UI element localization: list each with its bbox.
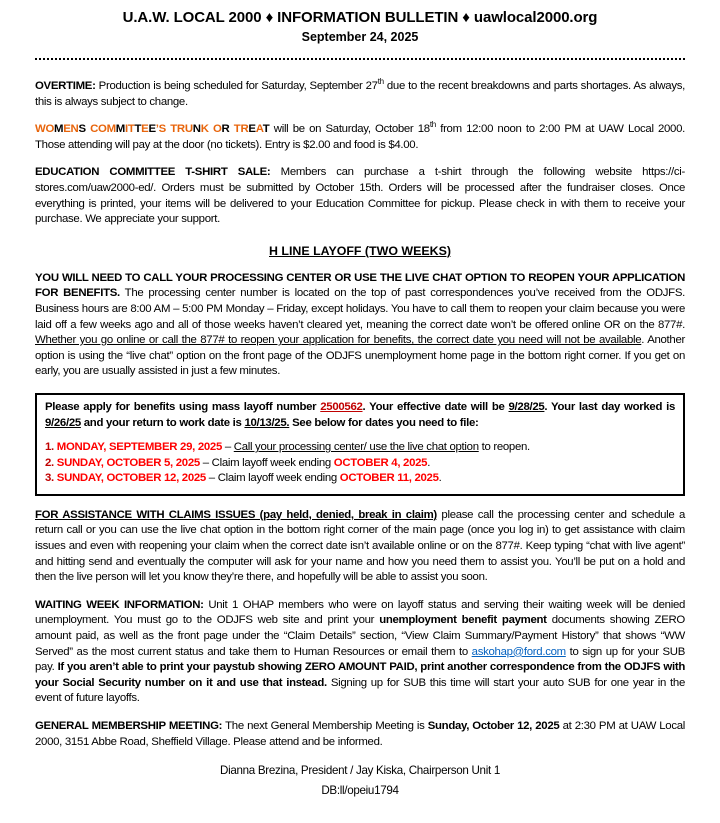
section-heading-text: H LINE LAYOFF (TWO WEEKS) <box>269 243 451 258</box>
paragraph-claims-assistance <box>35 508 685 586</box>
text-run: from 12:00 noon to 2:00 PM at UAW Local 2000. Those attending will pay at the door (no tickets). Entry is $2.00 and food is $4.00. <box>35 123 685 151</box>
text-run: OVERTIME: <box>35 80 96 92</box>
text-run: SUNDAY, OCTOBER 12, 2025 <box>56 472 206 485</box>
text-run: OCTOBER 4, 2025 <box>333 456 428 469</box>
paragraph-womens-trunk-or-treat <box>35 122 685 153</box>
paragraph-overtime <box>35 79 685 110</box>
text-run: E <box>141 123 149 136</box>
superscript-text: th <box>377 77 384 87</box>
text-run: M <box>115 123 125 136</box>
text-run: If you aren’t able to print your paystub showing ZERO AMOUNT PAID, print another correspondence from the ODJFS with your Social Security number on it and use that instead. <box>35 661 685 689</box>
text-run: E <box>148 123 156 136</box>
text-run: WO <box>35 123 55 136</box>
text-run: – <box>222 441 234 454</box>
text-run: See below for dates you need to file: <box>289 416 479 429</box>
text-run: T <box>262 123 270 136</box>
header-divider <box>35 58 685 60</box>
text-run: . <box>427 456 431 469</box>
text-run: The processing center number is located on the top of past correspondences you’ve received from the ODJFS. Business hours are 8:00 AM – 5:00 PM Monday – Friday, except holidays. You have to call them to reopen your claim because you were laid off a few weeks ago and all of those weeks haven’t cleared yet, meaning the correct date won’t be offered online OR on the 877#. <box>35 287 685 331</box>
text-run: will be on Saturday, October 18 <box>269 123 430 136</box>
text-run: . <box>438 472 442 485</box>
text-run: 9/26/25 <box>45 416 81 429</box>
text-run: Production is being scheduled for Saturday, September 27 <box>95 80 378 92</box>
text-run: . Your last day worked is <box>544 400 675 413</box>
text-run: Please apply for benefits using mass layoff number <box>45 400 321 413</box>
paragraph-general-membership-meeting <box>35 719 685 750</box>
text-run: 2. <box>45 456 57 469</box>
text-run: to reopen. <box>478 441 530 454</box>
paragraph-reopen-application <box>35 271 685 380</box>
layoff-notice-intro <box>45 400 675 431</box>
text-run: T <box>134 123 142 136</box>
text-run: 3. <box>45 472 57 485</box>
text-run: SUNDAY, OCTOBER 5, 2025 <box>56 456 200 469</box>
text-run: documents showing ZERO amount paid, as well as the front page under the “Claim Details” section, “View Claim Summary/Payment History” that shows “WW Served” as the most current status and take them to Human Resources or email them to <box>35 614 685 658</box>
layoff-schedule-item-1 <box>45 440 675 456</box>
text-run: to sign up for your SUB pay. <box>35 645 685 674</box>
text-run: N <box>192 123 201 136</box>
text-run: unemployment benefit payment <box>379 614 547 627</box>
text-run: MONDAY, SEPTEMBER 29, 2025 <box>56 441 222 454</box>
text-run: K O <box>200 123 222 136</box>
text-run: . Your effective date will be <box>362 400 509 413</box>
text-run: 1. <box>45 441 57 454</box>
text-run: The next General Membership Meeting is <box>222 720 428 732</box>
paragraph-waiting-week <box>35 598 685 707</box>
bulletin-title: U.A.W. LOCAL 2000 ♦ INFORMATION BULLETIN ♦ uawlocal2000.org <box>122 9 598 26</box>
bulletin-date: September 24, 2025 <box>301 30 419 44</box>
email-link[interactable]: askohap@ford.com <box>471 645 566 658</box>
text-run: Call your processing center/ use the live chat option <box>233 441 479 454</box>
text-run: EDUCATION COMMITTEE T-SHIRT SALE: <box>35 166 271 179</box>
text-run: COM <box>85 123 116 136</box>
text-run: S <box>78 123 86 136</box>
layoff-schedule-item-3 <box>45 471 675 487</box>
text-run: due to the recent breakdowns and parts shortages. As always, this is always subject to change. <box>35 80 685 108</box>
text-run: TR <box>229 123 249 136</box>
text-run: Unit 1 OHAP members who were on layoff status and serving their waiting week will be denied unemployment. You must go to the ODJFS web site and print your <box>35 598 686 627</box>
text-run: – Claim layoff week ending <box>205 472 340 485</box>
superscript-text: th <box>429 120 436 130</box>
text-run: Sunday, October 12, 2025 <box>427 720 560 732</box>
text-run: Whether you go online or call the 877# to reopen your application for benefits, the correct date you need will not be available <box>35 334 642 347</box>
text-run: M <box>54 123 64 136</box>
text-run: R <box>221 123 230 136</box>
text-run: Members can purchase a t-shirt through the following website https://ci-stores.com/uaw2000-ed/. Orders must be submitted by October 15th. Orders will be processed after the fundraiser closes. Once everything is printed, your items will be delivered to your Education Committee for pickup. Please check in with them to receive your purchase. We appreciate your support. <box>35 166 686 226</box>
text-run: IT <box>124 123 135 136</box>
text-run: Signing up for SUB this time will start your auto SUB for one year in the event of future layoffs. <box>35 676 685 705</box>
text-run: EN <box>63 123 79 136</box>
text-run: YOU WILL NEED TO CALL YOUR PROCESSING CENTER OR USE THE LIVE CHAT OPTION TO REOPEN YOUR APPLICATION FOR BENEFITS. <box>35 271 685 300</box>
text-run: WAITING WEEK INFORMATION: <box>35 598 204 611</box>
footer-signature: Dianna Brezina, President / Jay Kiska, Chairperson Unit 1 <box>220 764 500 778</box>
text-run: OCTOBER 11, 2025 <box>339 472 439 485</box>
text-run: 2500562 <box>320 400 363 413</box>
text-run: A <box>255 123 263 136</box>
paragraph-education-tshirt-sale <box>35 165 685 227</box>
text-run: 9/28/25 <box>508 400 545 413</box>
text-run: ’S TRU <box>155 123 193 136</box>
layoff-schedule-list <box>45 440 675 487</box>
text-run: FOR ASSISTANCE WITH CLAIMS ISSUES (pay held, denied, break in claim) <box>35 508 437 521</box>
text-run: – Claim layoff week ending <box>199 456 334 469</box>
text-run: and your return to work date is <box>80 416 245 429</box>
text-run: 10/13/25. <box>244 416 290 429</box>
text-run: please call the processing center and schedule a return call or you can use the live chat option in the bottom right corner of the main page (once you log in) to get assistance with claim issues and even with reopening your claim when the correct date isn’t available online or on the 877#. Keep typing “chat with live agent” and hitting send and eventually the computer will ask for your name and how you need them to assist you. You’ll be put on a hold and then the live person will let you know they’re there, and hopefully will be able to assist you soon. <box>35 508 685 584</box>
text-run: GENERAL MEMBERSHIP MEETING: <box>35 720 223 732</box>
layoff-schedule-item-2 <box>45 456 675 472</box>
layoff-notice-box <box>35 393 685 496</box>
footer-typist-code: DB:ll/opeiu1794 <box>321 784 399 798</box>
text-run: E <box>248 123 256 136</box>
section-heading-h-line-layoff <box>35 243 685 259</box>
text-run: at 2:30 PM at UAW Local 2000, 3151 Abbe Road, Sheffield Village. Please attend and be informed. <box>35 720 685 748</box>
text-run: . Another option is using the “live chat” option on the front page of the ODJFS unemployment home page in the bottom right corner. If you get on early, you are usually assisted in just a few minutes. <box>35 334 685 378</box>
